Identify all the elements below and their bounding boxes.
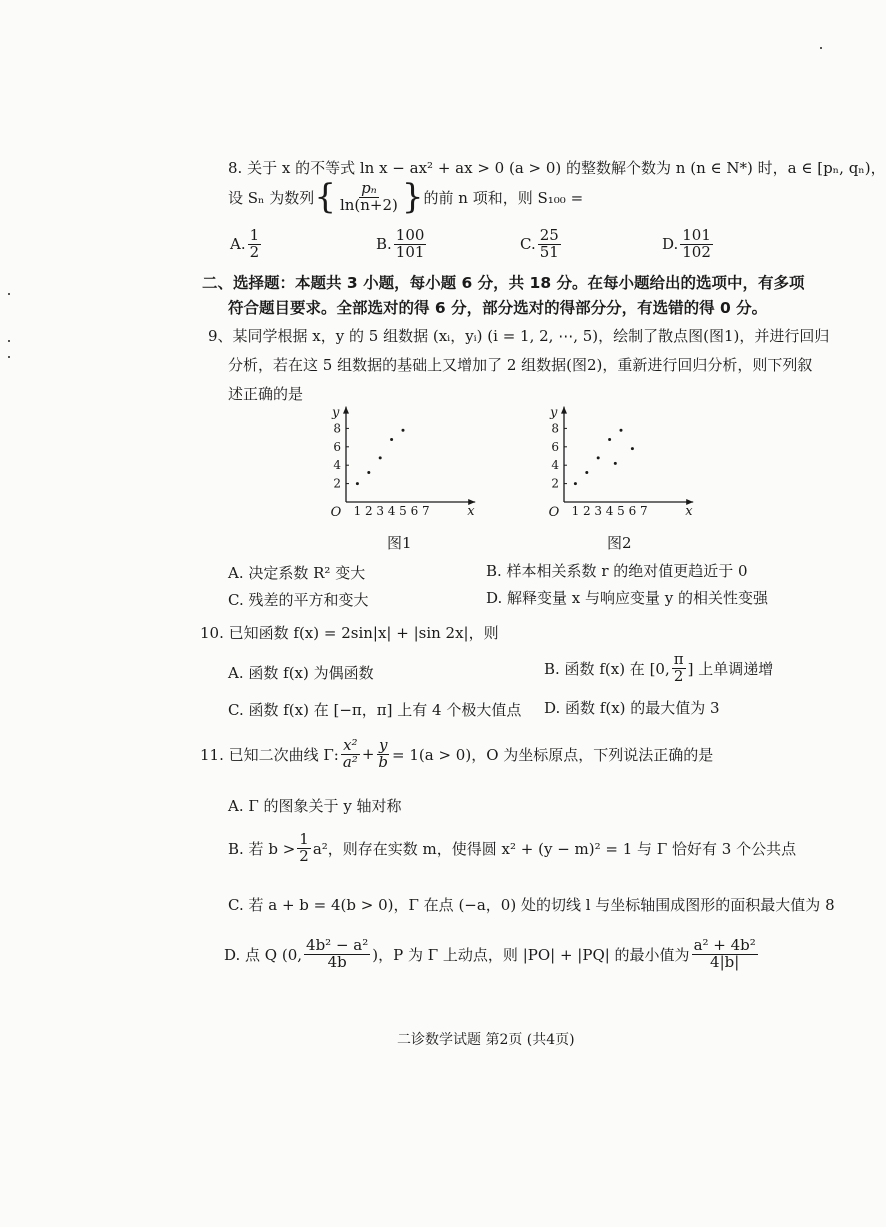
x-tick-label: 3 [376,504,385,518]
option-label: D. [662,235,679,254]
option-text: B. 函数 f(x) 在 [0, [544,659,670,678]
option-numerator: a² + 4b² [693,936,756,954]
y-tick-label: 2 [333,476,341,491]
y-axis-arrow [561,407,567,414]
q10-option-b[interactable] [544,652,773,685]
x-tick-label: 7 [639,504,648,518]
option-numerator: 1 [249,226,260,244]
q8-line2-suffix: 的前 n 项和，则 S₁₀₀ = [423,188,584,207]
option-text: ] 上单调递增 [687,659,774,678]
option-denominator: 2 [673,666,684,685]
y-axis-label: y [332,405,340,421]
x-tick-label: 5 [617,504,625,518]
section-heading-line1: 二、选择题：本题共 3 小题，每小题 6 分，共 18 分。在每小题给出的选项中，有多项 [202,274,805,292]
q8-option-c[interactable] [520,228,563,261]
q8-stem-line2 [228,177,584,217]
option-denominator: 102 [682,242,711,261]
x-tick-label: 7 [421,504,430,518]
q10-option-a[interactable]: A. 函数 f(x) 为偶函数 [228,664,374,682]
scan-speck [820,47,822,49]
option-denominator: 101 [395,242,425,261]
option-numerator: 4b² − a² [306,936,369,954]
x-tick-label: 4 [605,504,614,518]
left-brace: { [314,177,336,217]
q9-option-a[interactable]: A. 决定系数 R² 变大 [228,564,366,582]
y-tick-label: 2 [551,476,559,491]
option-numerator: 25 [539,226,559,244]
option-numerator: 101 [682,226,711,244]
q11-denominator-2: b [378,752,389,771]
q8-stem-line1: 8. 关于 x 的不等式 ln x − ax² + ax > 0 (a > 0) 的整数解个数为 n (n ∈ N*) 时，a ∈ [pₙ, qₙ)， [228,159,886,177]
q11-denominator-1: a² [342,752,358,771]
q8-option-a[interactable] [230,228,263,261]
q9-option-b[interactable]: B. 样本相关系数 r 的绝对值更趋近于 0 [486,562,748,580]
right-brace: } [401,177,424,217]
scatter-point [367,471,370,474]
q11-option-d[interactable] [224,938,760,971]
scatter-point [585,471,588,474]
option-numerator: π [673,650,684,668]
y-tick-label: 4 [333,458,341,473]
q9-stem-line2: 分析，若在这 5 组数据的基础上又增加了 2 组数据(图2)，重新进行回归分析，则下列叙 [228,356,813,374]
scatter-plot-figure2 [540,392,693,520]
option-denominator: 4|b| [710,952,740,971]
option-text: D. 点 Q (0, [224,945,303,964]
scatter-point [402,429,405,432]
q9-option-d[interactable]: D. 解释变量 x 与响应变量 y 的相关性变强 [486,589,769,607]
q10-stem: 10. 已知函数 f(x) = 2sin|x| + |sin 2x|，则 [200,624,499,642]
origin-label: O [330,505,342,520]
scatter-point [608,438,611,441]
option-denominator: 4b [327,952,347,971]
option-label: A. [230,235,246,254]
scatter-point [379,456,382,459]
y-axis-label: y [550,405,558,421]
q11-stem-prefix: 11. 已知二次曲线 Γ: [200,745,339,764]
x-tick-label: 1 [571,504,580,518]
section-heading-line2: 符合题目要求。全部选对的得 6 分，部分选对的得部分分，有选错的得 0 分。 [228,299,768,317]
x-tick-label: 3 [594,504,603,518]
scatter-plot-figure1 [322,392,475,520]
q10-option-c[interactable]: C. 函数 f(x) 在 [−π，π] 上有 4 个极大值点 [228,701,522,719]
x-tick-label: 5 [399,504,407,518]
origin-label: O [548,505,560,520]
q8-option-d[interactable] [662,228,715,261]
x-tick-label: 4 [387,504,396,518]
x-axis-label: x [467,504,475,519]
option-label: B. [376,235,392,254]
x-tick-label: 6 [628,504,637,518]
x-tick-label: 6 [410,504,419,518]
x-tick-label: 1 [353,504,362,518]
q11-stem-suffix: = 1(a > 0)，O 为坐标原点，下列说法正确的是 [392,745,714,764]
scatter-point [574,482,577,485]
option-denominator: 2 [299,846,309,865]
x-tick-label: 2 [364,504,373,518]
scan-speck [8,293,10,295]
q8-line2-prefix: 设 Sₙ 为数列 [228,188,315,207]
scan-speck [8,340,10,342]
scatter-point [390,438,393,441]
y-tick-label: 8 [551,421,559,436]
q8-seq-numerator: pₙ [361,178,377,197]
page-footer: 二诊数学试题 第2页 (共4页) [397,1032,575,1048]
scan-speck [8,356,10,358]
q8-sequence-term [338,178,400,214]
figure1-caption: 图1 [387,534,412,552]
y-axis-arrow [343,407,349,414]
q11-numerator-2: y [378,736,388,754]
q8-seq-denominator: ln(n+2) [339,195,398,214]
x-axis-label: x [685,504,693,519]
scatter-point [614,462,617,465]
scatter-point [356,482,359,485]
y-tick-label: 4 [551,458,559,473]
option-denominator: 2 [249,242,260,261]
q11-stem [200,738,713,771]
option-numerator: 100 [395,226,425,244]
option-label: C. [520,235,536,254]
figure2-caption: 图2 [607,534,632,552]
x-tick-label: 2 [582,504,591,518]
y-tick-label: 8 [333,421,341,436]
scatter-point [631,447,634,450]
q11-option-a[interactable]: A. Γ 的图象关于 y 轴对称 [228,797,402,815]
option-text: )，P 为 Γ 上动点，则 |PO| + |PQ| 的最小值为 [372,945,690,964]
q11-option-b[interactable] [228,832,796,865]
q9-stem-line3: 述正确的是 [228,385,304,403]
q10-option-d[interactable]: D. 函数 f(x) 的最大值为 3 [544,699,720,717]
q9-option-c[interactable]: C. 残差的平方和变大 [228,591,369,609]
q8-options [230,228,730,272]
y-tick-label: 6 [333,439,341,454]
option-text: B. 若 b > [228,839,296,858]
q11-option-c[interactable]: C. 若 a + b = 4(b > 0)，Γ 在点 (−a，0) 处的切线 l 与坐标轴围成图形的面积最大值为 8 [228,896,835,914]
q11-numerator-1: x² [343,736,358,754]
y-tick-label: 6 [551,439,559,454]
option-text: a²，则存在实数 m，使得圆 x² + (y − m)² = 1 与 Γ 恰好有 3 个公共点 [312,839,797,858]
q8-option-b[interactable] [376,228,428,261]
scatter-point [620,429,623,432]
option-denominator: 51 [539,242,559,261]
scatter-point [597,456,600,459]
option-numerator: 1 [299,830,309,848]
q9-stem-line1: 9、某同学根据 x，y 的 5 组数据 (xᵢ，yᵢ) (i = 1, 2, ⋯, 5)，绘制了散点图(图1)，并进行回归 [208,327,830,345]
plus-sign: + [361,745,375,764]
